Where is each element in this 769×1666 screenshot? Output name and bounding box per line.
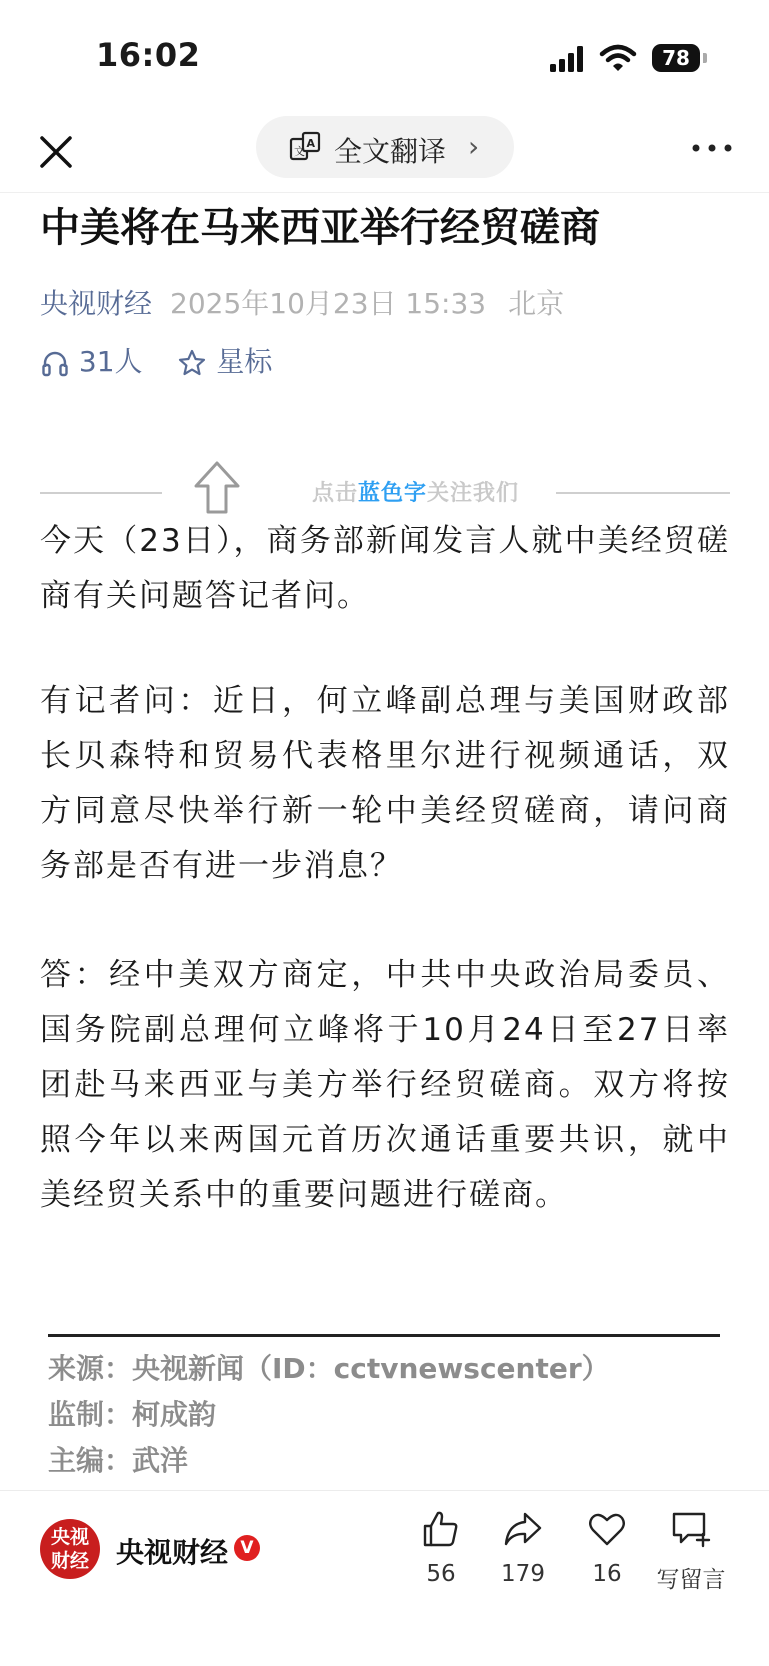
full-text-translate-button[interactable] [256,116,514,178]
wifi-icon [598,42,638,74]
avatar-text-line2: 财经 [50,1550,89,1572]
publish-date: 2025年10月23日 15:33 [170,287,487,320]
star-icon [177,348,207,378]
publish-location: 北京 [508,287,565,320]
listen-star-row [40,340,272,380]
share-button[interactable] [478,1509,568,1587]
credit-chief-editor: 主编：武洋 [48,1444,189,1477]
verified-badge: V [234,1535,260,1561]
like-button[interactable] [396,1509,486,1587]
comment-add-icon [670,1509,712,1549]
status-bar [0,0,769,112]
svg-text:A: A [306,137,316,150]
banner-divider-left [40,492,162,494]
avatar-text-line1: 央视 [50,1526,89,1548]
chevron-right-icon: › [468,130,480,163]
credits-divider [48,1334,720,1337]
thumbs-up-icon [421,1509,461,1549]
banner-divider-right [556,492,730,494]
write-comment-button[interactable] [646,1509,736,1594]
paragraph-intro: 今天（23日），商务部新闻发言人就中美经贸磋商有关问题答记者问。 [40,523,730,614]
svg-text:文: 文 [294,145,305,158]
paragraph-question: 有记者问：近日，何立峰副总理与美国财政部长贝森特和贸易代表格里尔进行视频通话，双方同意尽快举行新一轮中美经贸磋商，请问商务部是否有进一步消息？ [40,683,730,884]
listener-count: 31人 [78,345,143,378]
banner-text-part2: 蓝色字 [358,481,428,506]
banner-text-part1: 点击 [312,481,359,506]
favorite-count: 16 [592,1561,622,1587]
article-meta [40,282,564,322]
translate-icon [288,130,322,164]
star-label: 星标 [216,345,273,378]
more-options-icon[interactable] [690,138,734,158]
star-button[interactable] [177,345,272,378]
share-arrow-icon [503,1509,543,1549]
bottom-action-bar [0,1490,769,1666]
heart-icon [587,1509,627,1549]
account-avatar[interactable] [40,1519,100,1579]
write-comment-label: 写留言 [656,1567,726,1593]
article-nav-bar [0,112,769,193]
cellular-signal-icon [548,44,588,74]
share-count: 179 [501,1561,545,1587]
follow-banner-text [312,476,519,507]
status-icons [548,40,708,76]
credit-supervisor: 监制：柯成韵 [48,1398,217,1431]
battery-indicator: 78 [652,44,700,72]
status-time: 16:02 [96,36,201,74]
article-title: 中美将在马来西亚举行经贸磋商 [40,205,600,251]
listen-button[interactable] [40,345,151,378]
close-icon[interactable] [36,132,76,172]
translate-label: 全文翻译 [334,135,447,168]
favorite-button[interactable] [562,1509,652,1587]
credit-source: 来源：央视新闻（ID：cctvnewscenter） [48,1352,610,1385]
account-link[interactable]: 央视财经 [40,287,153,320]
account-name[interactable]: 央视财经 [116,1536,229,1569]
battery-tip [703,53,707,63]
banner-text-part3: 关注我们 [427,481,520,506]
like-count: 56 [426,1561,456,1587]
headphones-icon [40,348,70,378]
paragraph-answer: 答：经中美双方商定，中共中央政治局委员、国务院副总理何立峰将于10月24日至27日率团赴马来西亚与美方举行经贸磋商。双方将按照今年以来两国元首历次通话重要共识，就中美经贸关系中的重要问题进行磋商。 [40,957,730,1213]
arrow-up-icon [192,460,242,516]
